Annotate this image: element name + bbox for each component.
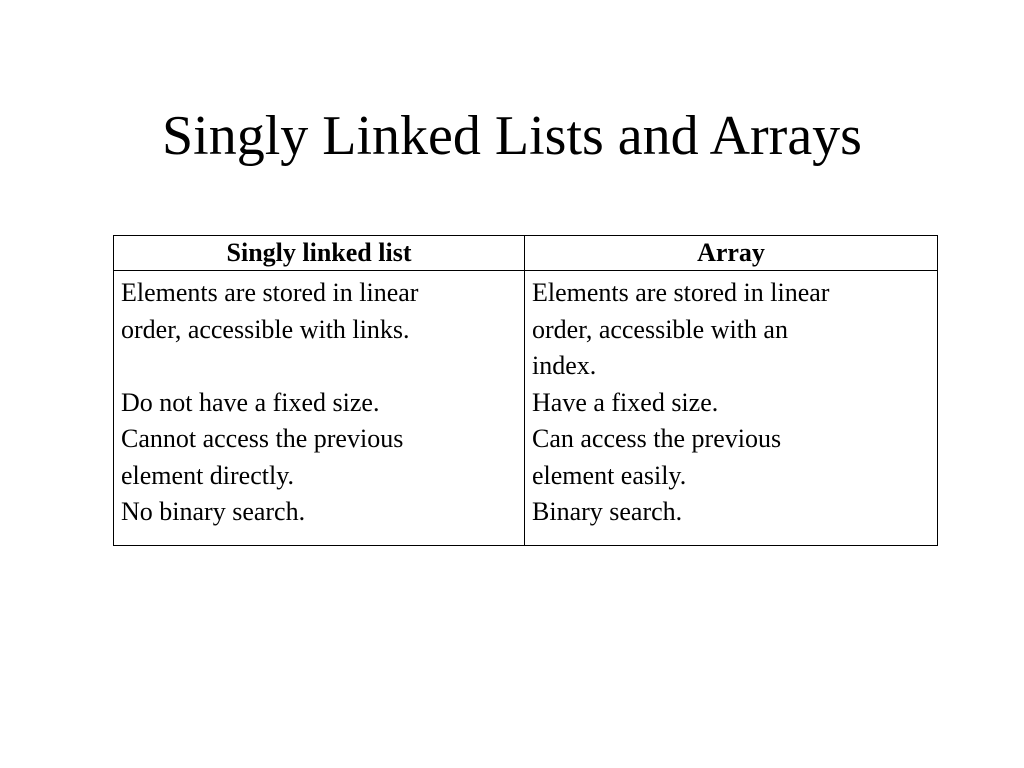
table-row [114, 271, 938, 546]
array-search-text: Binary search. [532, 497, 683, 526]
table-header-row [114, 236, 938, 271]
linked-list-storage-text: Elements are stored in linear order, accessible with links. [121, 278, 419, 344]
linked-list-search-text: No binary search. [121, 497, 306, 526]
array-size-text: Have a fixed size. [532, 387, 719, 417]
linked-list-previous-text: Cannot access the previous element directly. [121, 424, 404, 490]
array-cell [525, 271, 938, 546]
slide-title: Singly Linked Lists and Arrays [162, 105, 862, 167]
array-storage-text: Elements are stored in linear order, accessible with an index. [532, 278, 830, 380]
comparison-table [113, 235, 938, 546]
array-previous-text: Can access the previous element easily. [532, 424, 782, 490]
header-array: Array [525, 236, 938, 271]
linked-list-size-text: Do not have a fixed size. [121, 387, 380, 417]
singly-linked-list-cell [114, 271, 525, 546]
header-singly-linked-list: Singly linked list [114, 236, 525, 271]
